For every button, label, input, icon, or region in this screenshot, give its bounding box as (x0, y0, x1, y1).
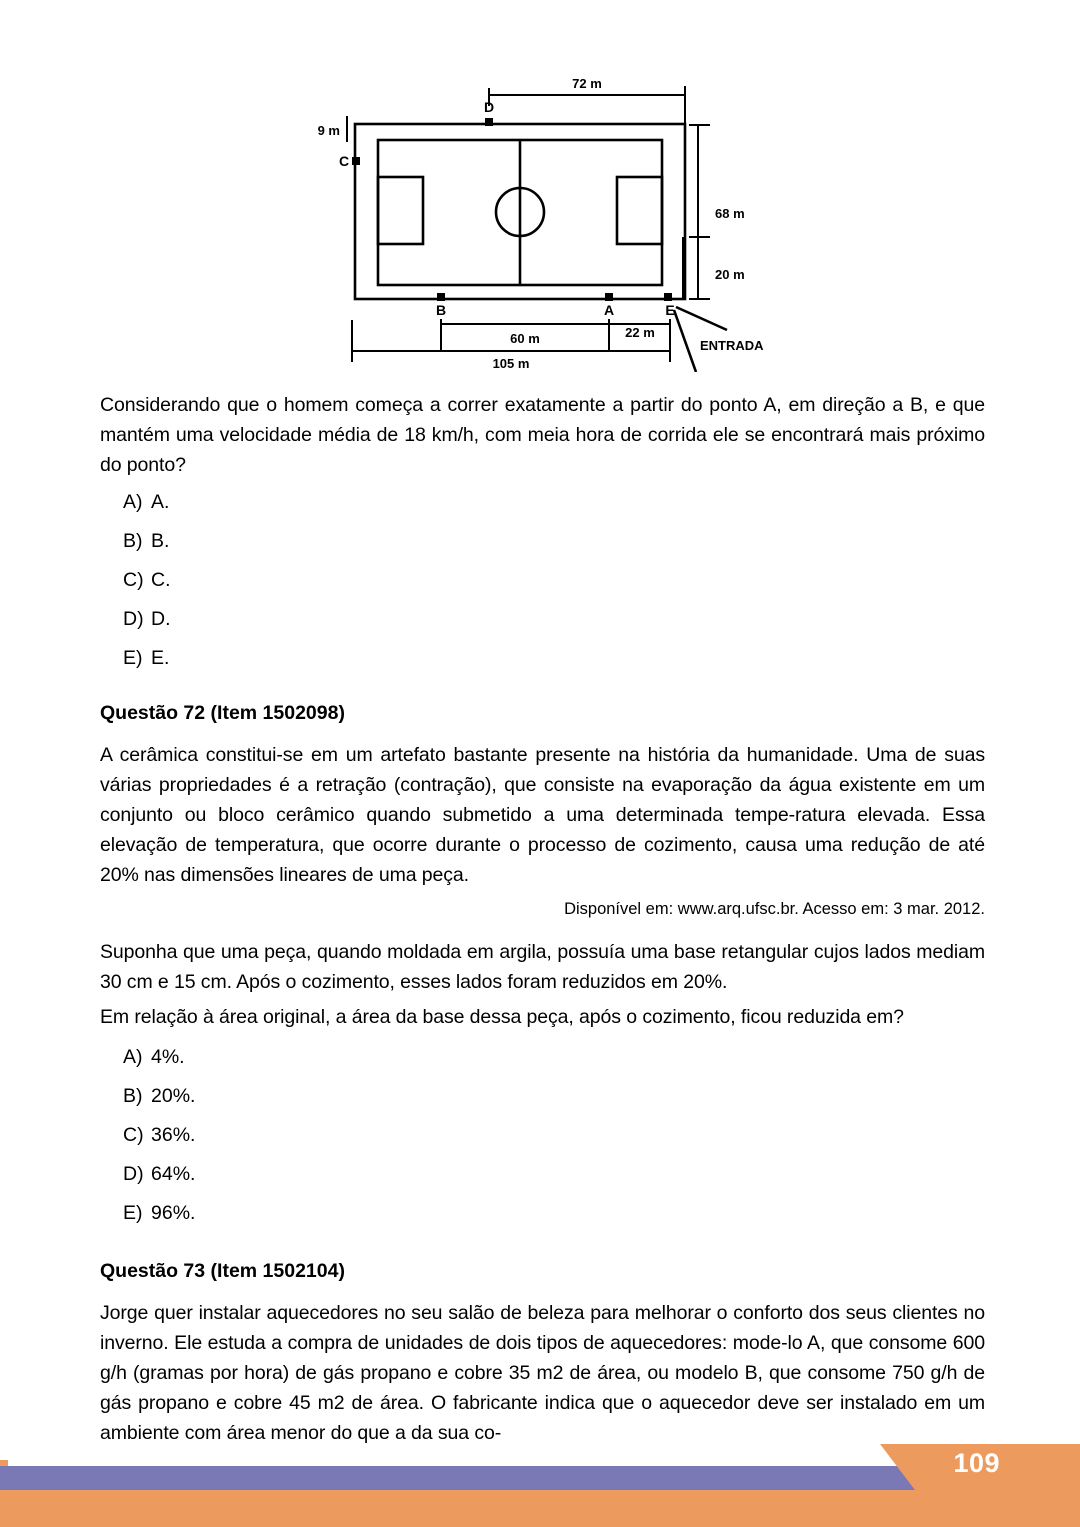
svg-text:C: C (338, 153, 350, 169)
option-a-text: 4%. (151, 1046, 185, 1068)
option-b-label: B) (123, 530, 143, 552)
page-footer (0, 1420, 1080, 1527)
option-e-text: E. (151, 647, 170, 669)
footer-purple-band (0, 1466, 915, 1490)
svg-text:9 m: 9 m (317, 123, 340, 138)
svg-text:A: A (603, 302, 615, 318)
svg-text:105 m: 105 m (492, 356, 530, 371)
option-d[interactable] (100, 604, 985, 634)
svg-text:60 m: 60 m (510, 331, 540, 346)
question-73-paragraph-1: Jorge quer instalar aquecedores no seu salão de beleza para melhorar o conforto dos seus clientes no inverno. Ele estuda a compra de unidades de dois tipos de aquecedores: mode-lo A, que consome 600 g/h (gramas por hora) de gás propano e cobre 35 m2 de área, ou modelo B, que consome 750 g/h de gás propano e cobre 45 m2 de área. O fabricante indica que o aquecedor deve ser instalado em um ambiente com área menor do que a da sua co- (100, 1302, 985, 1444)
option-d[interactable] (100, 1159, 985, 1189)
page-number: 109 (953, 1448, 1000, 1478)
option-a-text: A. (151, 491, 170, 513)
option-e-label: E) (123, 1202, 143, 1224)
question-72-source-block (100, 896, 985, 922)
svg-text:22 m: 22 m (625, 325, 655, 340)
question-72-paragraph-1-block (100, 740, 985, 890)
option-d-text: 64%. (151, 1163, 196, 1185)
option-e-label: E) (123, 647, 143, 669)
question-72-paragraph-1: A cerâmica constitui-se em um artefato bastante presente na história da humanidade. Uma de suas várias propriedades é a retração (contração), que consiste na evaporação da água existente em um conjunto ou bloco cerâmico quando submetido a uma determinada tempe-ratura elevada. Essa elevação de temperatura, que ocorre durante o processo de cozimento, causa uma redução de até 20% nas dimensões lineares de uma peça. (100, 744, 985, 886)
question-71-stem-block (100, 390, 985, 480)
svg-text:ENTRADA: ENTRADA (700, 338, 764, 353)
question-73-title-block (100, 1256, 985, 1286)
question-72-options (100, 1042, 985, 1237)
svg-text:20 m: 20 m (715, 267, 745, 282)
option-d-label: D) (123, 1163, 144, 1185)
soccer-field-diagram (300, 62, 790, 372)
option-b-text: 20%. (151, 1085, 196, 1107)
option-c-label: C) (123, 569, 144, 591)
question-71-options (100, 487, 985, 682)
svg-text:B: B (435, 302, 447, 318)
option-b-text: B. (151, 530, 170, 552)
option-b[interactable] (100, 526, 985, 556)
svg-text:D: D (483, 99, 495, 115)
svg-text:68 m: 68 m (715, 206, 745, 221)
footer-orange-sliver (0, 1460, 8, 1466)
question-72-paragraph-3-block (100, 1002, 985, 1032)
svg-text:E: E (665, 302, 675, 318)
option-c-text: C. (151, 569, 171, 591)
point-markers (352, 118, 672, 301)
option-d-label: D) (123, 608, 144, 630)
question-72-title-block (100, 698, 985, 728)
option-c[interactable] (100, 565, 985, 595)
question-71-stem: Considerando que o homem começa a correr exatamente a partir do ponto A, em direção a B, e que mantém uma velocidade média de 18 km/h, com meia hora de corrida ele se encontrará mais próximo do ponto? (100, 394, 985, 476)
question-72-source: Disponível em: www.arq.ufsc.br. Acesso em: 3 mar. 2012. (564, 900, 985, 918)
question-72-title: Questão 72 (Item 1502098) (100, 702, 345, 724)
svg-text:72 m: 72 m (572, 76, 602, 91)
option-e[interactable] (100, 643, 985, 673)
option-b[interactable] (100, 1081, 985, 1111)
option-c[interactable] (100, 1120, 985, 1150)
option-d-text: D. (151, 608, 171, 630)
option-e-text: 96%. (151, 1202, 196, 1224)
question-72-paragraph-3: Em relação à área original, a área da base dessa peça, após o cozimento, ficou reduzida em? (100, 1006, 904, 1028)
question-73-title: Questão 73 (Item 1502104) (100, 1260, 345, 1282)
option-c-label: C) (123, 1124, 144, 1146)
option-e[interactable] (100, 1198, 985, 1228)
option-c-text: 36%. (151, 1124, 196, 1146)
question-72-paragraph-2-block (100, 937, 985, 997)
option-a-label: A) (123, 1046, 143, 1068)
option-a[interactable] (100, 1042, 985, 1072)
question-72-paragraph-2: Suponha que uma peça, quando moldada em argila, possuía uma base retangular cujos lados mediam 30 cm e 15 cm. Após o cozimento, esses lados foram reduzidos em 20%. (100, 941, 985, 993)
option-b-label: B) (123, 1085, 143, 1107)
option-a-label: A) (123, 491, 143, 513)
option-a[interactable] (100, 487, 985, 517)
